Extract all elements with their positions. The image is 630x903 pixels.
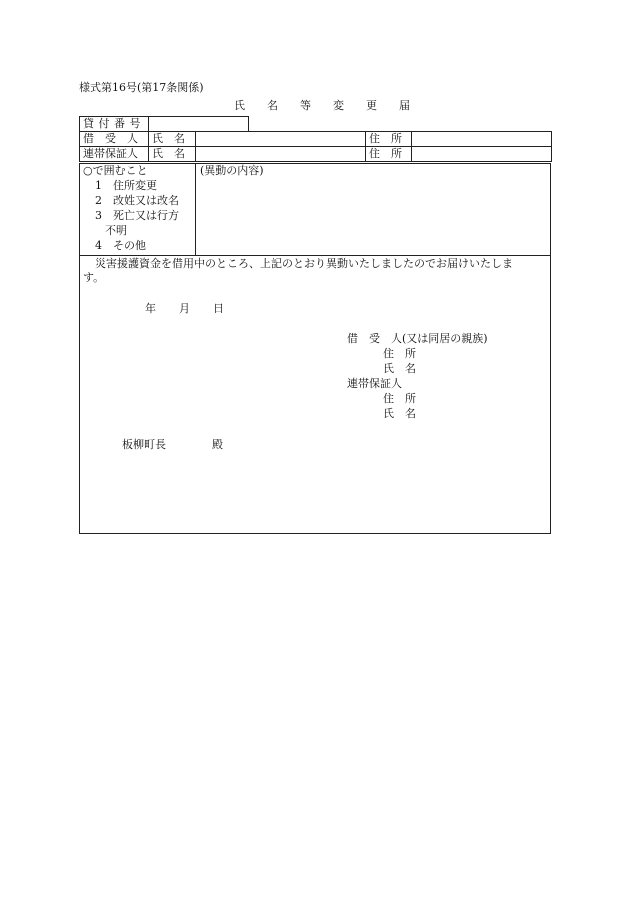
guarantor-signature-name: 氏 名 xyxy=(383,407,416,420)
form-title: 氏 名 等 変 更 届 xyxy=(234,99,410,112)
option-death-missing-cont: 不明 xyxy=(105,224,127,237)
option-death-missing[interactable]: 3 死亡又は行方 xyxy=(95,209,179,222)
change-section-divider xyxy=(195,163,196,256)
option-other[interactable]: 4 その他 xyxy=(95,239,146,252)
guarantor-address-field[interactable] xyxy=(412,147,552,162)
statement-line-2: す。 xyxy=(83,271,105,284)
guarantor-name-label: 氏 名 xyxy=(149,147,196,162)
borrower-signature-address: 住 所 xyxy=(383,347,416,360)
borrower-name-label: 氏 名 xyxy=(149,132,196,147)
form-number: 様式第16号(第17条関係) xyxy=(79,81,204,94)
borrower-row xyxy=(80,132,552,147)
loan-number-label: 貸 付 番 号 xyxy=(80,117,149,132)
guarantor-name-field[interactable] xyxy=(196,147,366,162)
borrower-address-label: 住 所 xyxy=(366,132,412,147)
guarantor-role: 連帯保証人 xyxy=(80,147,149,162)
recipient-mayor: 板柳町長 xyxy=(122,438,166,451)
borrower-address-field[interactable] xyxy=(412,132,552,147)
statement-line-1: 災害援護資金を借用中のところ、上記のとおり異動いたしましたのでお届けいたしま xyxy=(95,257,513,270)
date-year: 年 xyxy=(145,302,156,315)
loan-number-table xyxy=(79,116,249,132)
guarantor-signature-label: 連帯保証人 xyxy=(347,377,402,390)
borrower-signature-label: 借 受 人(又は同居の親族) xyxy=(347,332,488,345)
change-instruction: ○で囲むこと xyxy=(83,164,148,177)
guarantor-row xyxy=(80,147,552,162)
loan-number-field[interactable] xyxy=(149,117,249,132)
borrower-signature-name: 氏 名 xyxy=(383,362,416,375)
date-month: 月 xyxy=(179,302,190,315)
option-name-change[interactable]: 2 改姓又は改名 xyxy=(95,194,179,207)
declaration-section xyxy=(79,255,551,534)
borrower-name-field[interactable] xyxy=(196,132,366,147)
guarantor-signature-address: 住 所 xyxy=(383,392,416,405)
guarantor-address-label: 住 所 xyxy=(366,147,412,162)
change-details-field[interactable] xyxy=(210,180,540,250)
party-table xyxy=(79,131,552,162)
change-details-label: (異動の内容) xyxy=(200,164,264,177)
date-day: 日 xyxy=(213,302,224,315)
recipient-honorific: 殿 xyxy=(212,438,223,451)
option-address-change[interactable]: 1 住所変更 xyxy=(95,179,157,192)
borrower-role: 借 受 人 xyxy=(80,132,149,147)
